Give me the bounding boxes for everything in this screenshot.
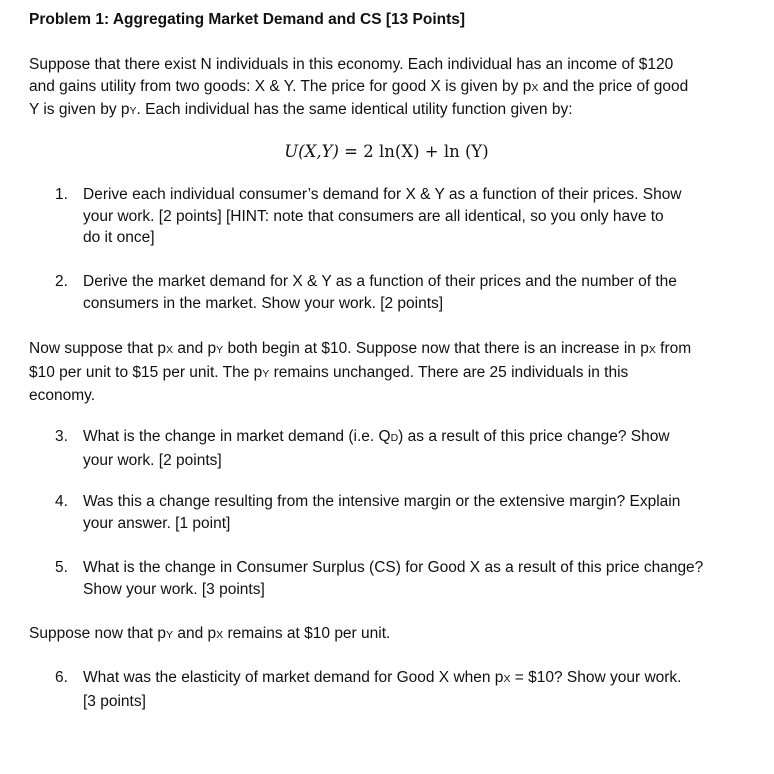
scenario-paragraph [29,338,744,407]
question-number: 5. [55,559,68,576]
problem-title: Problem 1: Aggregating Market Demand and CS [13 Points] [29,11,466,28]
question-text: What is the change in market demand (i.e. QD) as a result of this price change? Show your work. [2 points] [83,428,670,469]
question-number: 6. [55,669,68,686]
question-number: 1. [55,186,68,203]
question-text: What is the change in Consumer Surplus (CS) for Good X as a result of this price change? Show your work. [3 points] [83,559,704,598]
question-text: Was this a change resulting from the intensive margin or the extensive margin? Explain your answer. [1 point] [83,493,681,532]
question-number: 3. [55,428,68,445]
equation-rhs: = 2 ln(X) + ln (Y) [338,142,489,161]
scenario-line-1: Now suppose that pX and pY both begin at $10. Suppose now that there is an increase in pX from [29,340,692,357]
question-text: Derive each individual consumer’s demand for X & Y as a function of their prices. Show your work. [2 points] [HINT: note that consumers are all identical, so you only have to do it once] [83,186,682,246]
question-number: 4. [55,493,68,510]
intro-line-3: Y is given by pY. Each individual has the same identical utility function given by: [29,101,573,118]
question-text: What was the elasticity of market demand for Good X when pX = $10? Show your work. [3 points] [83,669,682,710]
question-number: 2. [55,273,68,290]
intro-paragraph [29,54,744,123]
equation-lhs: U(X,Y) [284,142,339,161]
utility-equation [29,141,744,163]
intro-line-2: and gains utility from two goods: X & Y. The price for good X is given by pX and the price of good [29,77,689,95]
suppose-now-paragraph: Suppose now that pY and pX remains at $10 per unit. [29,625,391,642]
intro-line-1: Suppose that there exist N individuals in this economy. Each individual has an income of $120 [29,56,674,73]
scenario-line-3: economy. [29,387,96,404]
question-text: Derive the market demand for X & Y as a function of their prices and the number of the consumers in the market. Show your work. [2 points] [83,273,677,312]
scenario-line-2: $10 per unit to $15 per unit. The pY remains unchanged. There are 25 individuals in this [29,363,629,381]
